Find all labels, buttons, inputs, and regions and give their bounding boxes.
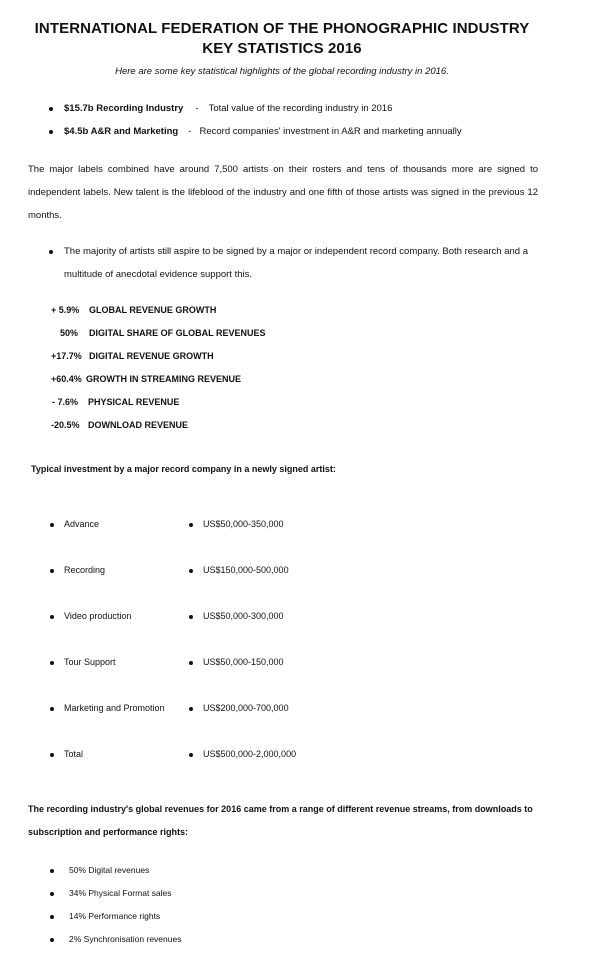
- revenue-item: 14% Performance rights: [69, 911, 161, 921]
- page-title-line1: INTERNATIONAL FEDERATION OF THE PHONOGRAPHIC INDUSTRY: [34, 20, 530, 37]
- stat-row: [52, 397, 179, 407]
- stat-label: GROWTH IN STREAMING REVENUE: [86, 374, 242, 384]
- stat-row: [51, 420, 188, 430]
- bullet-dot: [50, 753, 54, 757]
- bullet-dot: [50, 938, 54, 942]
- bullet-dot: [50, 869, 54, 873]
- stat-row: [60, 328, 266, 338]
- investment-item-name: Advance: [64, 519, 100, 529]
- bullet-dot: [49, 130, 53, 134]
- stat-value: -20.5%: [51, 420, 80, 430]
- stat-row: [51, 305, 216, 315]
- stat-row: [51, 351, 214, 361]
- highlight-separator: -: [195, 103, 199, 114]
- bullet-dot: [50, 707, 54, 711]
- investment-heading: Typical investment by a major record company in a newly signed artist:: [31, 464, 336, 474]
- investment-item-amount: US$200,000-700,000: [203, 703, 289, 713]
- revenue-heading-line1: The recording industry's global revenues for 2016 came from a range of different revenue streams, from downloads to: [28, 804, 533, 814]
- bullet-dot: [189, 615, 193, 619]
- bullet-dot: [189, 523, 193, 527]
- bullet-dot: [49, 250, 53, 254]
- stat-value: +60.4%: [51, 374, 82, 384]
- investment-item-name: Tour Support: [64, 657, 116, 667]
- stat-row: [51, 374, 241, 384]
- stat-label: DIGITAL REVENUE GROWTH: [89, 351, 214, 361]
- intro-paragraph: The major labels combined have around 7,500 artists on their rosters and tens of thousands more are signed to independent labels. New talent is the lifeblood of the industry and one fifth of those artists was signed in the previous 12 months.: [28, 164, 538, 221]
- revenue-item: 2% Synchronisation revenues: [69, 934, 182, 944]
- bullet-dot: [50, 892, 54, 896]
- page-title-line2: KEY STATISTICS 2016: [202, 40, 362, 57]
- page-subtitle: Here are some key statistical highlights of the global recording industry in 2016.: [115, 66, 449, 77]
- bullet-dot: [189, 569, 193, 573]
- highlight-separator: -: [188, 126, 192, 137]
- revenue-item: 50% Digital revenues: [69, 865, 150, 875]
- revenue-item: 34% Physical Format sales: [69, 888, 172, 898]
- bullet-dot: [189, 661, 193, 665]
- stat-value: 50%: [60, 328, 79, 338]
- stat-value: + 5.9%: [51, 305, 80, 315]
- investment-item-name: Total: [64, 749, 84, 759]
- highlight-desc: Total value of the recording industry in 2016: [208, 103, 393, 114]
- bullet-dot: [189, 753, 193, 757]
- stat-label: PHYSICAL REVENUE: [88, 397, 180, 407]
- bullet-dot: [50, 569, 54, 573]
- highlight-label: $4.5b A&R and Marketing: [64, 126, 179, 137]
- investment-item-amount: US$50,000-150,000: [203, 657, 284, 667]
- artist-aspiration-note: The majority of artists still aspire to be signed by a major or independent record company. Both research and a multitude of anecdotal evidence support this.: [64, 246, 528, 280]
- bullet-dot: [49, 107, 53, 111]
- stat-label: GLOBAL REVENUE GROWTH: [89, 305, 217, 315]
- highlight-label: $15.7b Recording Industry: [64, 103, 184, 114]
- investment-item-name: Recording: [64, 565, 106, 575]
- stat-label: DIGITAL SHARE OF GLOBAL REVENUES: [89, 328, 266, 338]
- bullet-dot: [50, 615, 54, 619]
- highlight-item: [64, 126, 462, 137]
- investment-item-amount: US$150,000-500,000: [203, 565, 289, 575]
- revenue-heading-line2: subscription and performance rights:: [28, 827, 189, 837]
- stat-label: DOWNLOAD REVENUE: [88, 420, 189, 430]
- bullet-dot: [50, 915, 54, 919]
- investment-item-name: Video production: [64, 611, 132, 621]
- highlight-desc: Record companies' investment in A&R and marketing annually: [199, 126, 462, 137]
- bullet-dot: [50, 661, 54, 665]
- highlight-item: [64, 103, 392, 114]
- investment-item-amount: US$500,000-2,000,000: [203, 749, 297, 759]
- stat-value: - 7.6%: [52, 397, 79, 407]
- bullet-dot: [50, 523, 54, 527]
- bullet-dot: [189, 707, 193, 711]
- investment-item-amount: US$50,000-350,000: [203, 519, 284, 529]
- investment-item-name: Marketing and Promotion: [64, 703, 165, 713]
- stat-value: +17.7%: [51, 351, 82, 361]
- investment-item-amount: US$50,000-300,000: [203, 611, 284, 621]
